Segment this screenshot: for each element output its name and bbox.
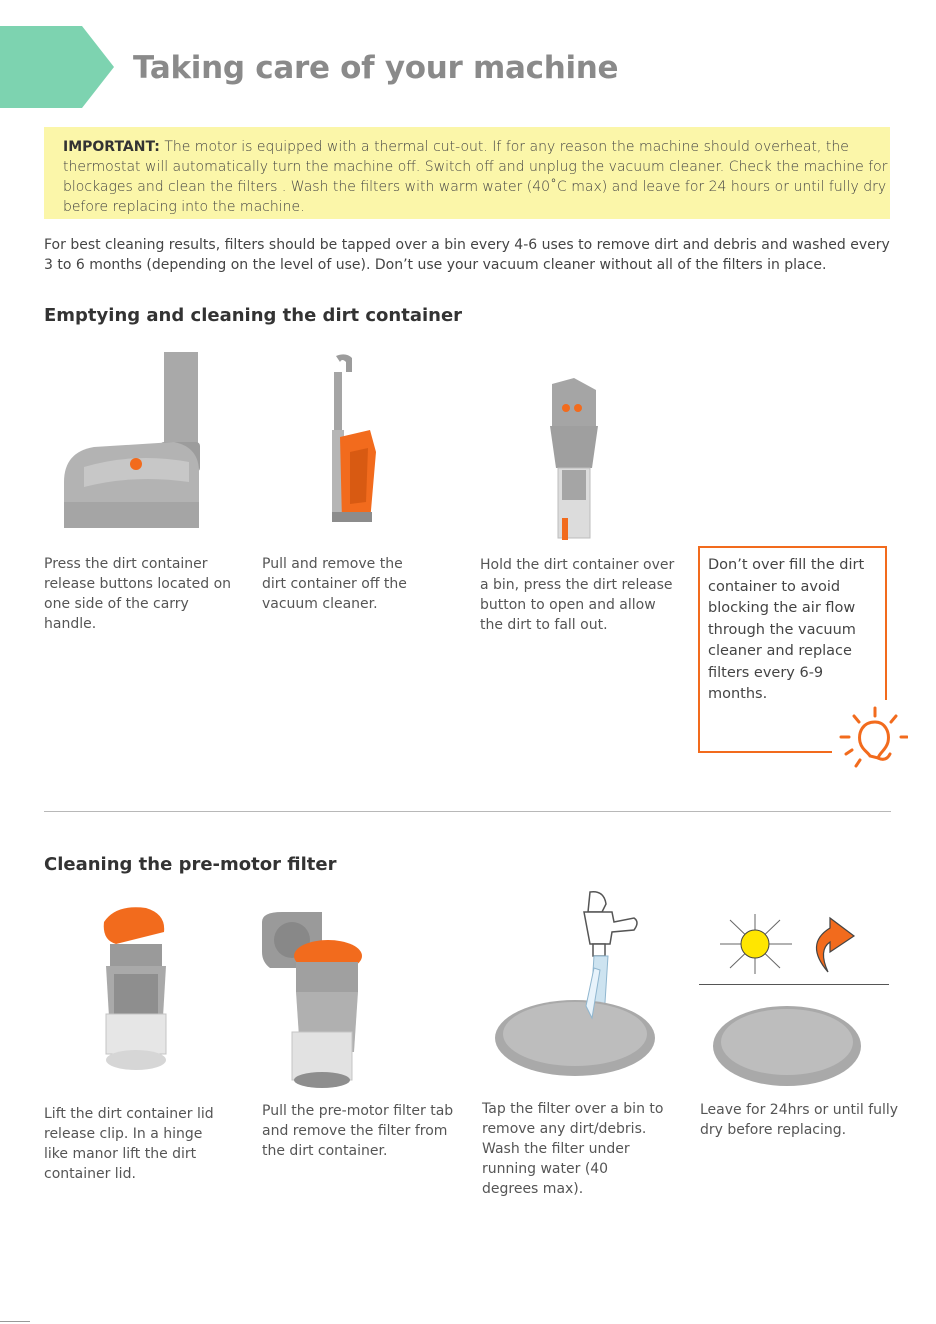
dirt-container-empty-illustration	[544, 378, 602, 546]
drying-filter-illustration	[712, 1004, 862, 1088]
section-heading-pre-motor-filter: Cleaning the pre-motor filter	[44, 854, 337, 875]
step-text-2-3: Tap the filter over a bin to remove any dirt/debris. Wash the filter under running water (40 degrees max).	[482, 1101, 664, 1197]
sun-icon	[718, 912, 798, 976]
step-text-1-1: Press the dirt container release buttons located on one side of the carry handle.	[44, 556, 232, 632]
tap-icon	[584, 892, 637, 956]
step-text-2-1: Lift the dirt container lid release clip. In a hinge like manor lift the dirt container lid.	[44, 1106, 214, 1182]
curved-arrow-icon	[800, 914, 860, 974]
important-label: IMPORTANT:	[63, 139, 160, 155]
dirt-container-release-illustration	[64, 352, 204, 528]
shelf-line	[699, 984, 889, 985]
step-text-1-2: Pull and remove the dirt container off the vacuum cleaner.	[262, 556, 407, 612]
tip-text: Don’t over fill the dirt container to avoid blocking the air flow through the vacuum cleaner and replace filters every 6-9 months.	[708, 557, 865, 702]
lightbulb-icon	[838, 706, 908, 772]
footer-line	[0, 1321, 30, 1322]
pre-motor-filter-removal-illustration	[262, 912, 364, 1088]
step-text-2-4: Leave for 24hrs or until fully dry before replacing.	[700, 1102, 899, 1138]
important-notice	[44, 127, 890, 219]
step-text-2-2: Pull the pre-motor filter tab and remove the filter from the dirt container.	[262, 1103, 454, 1159]
important-text: The motor is equipped with a thermal cut-out. If for any reason the machine should overheat, the thermostat will automatically turn the machine off. Switch off and unplug the vacuum cleaner. Check the machine for blockages and clean the filters . Wash the filters with warm water (40˚C max) and leave for 24 hours or until fully dry before replacing into the machine.	[63, 139, 888, 215]
page-title: Taking care of your machine	[133, 50, 619, 86]
section-divider	[44, 811, 891, 812]
step-text-1-3: Hold the dirt container over a bin, press the dirt release button to open and allow the dirt to fall out.	[480, 557, 675, 633]
vacuum-container-removal-illustration	[322, 352, 388, 524]
section-tab-arrow	[0, 26, 114, 108]
intro-paragraph: For best cleaning results, filters should be tapped over a bin every 4-6 uses to remove dirt and debris and washed every 3 to 6 months (depending on the level of use). Don’t use your vacuum cleaner without all of the filters in place.	[44, 237, 890, 273]
lid-open-illustration	[96, 904, 172, 1076]
section-heading-dirt-container: Emptying and cleaning the dirt container	[44, 305, 463, 326]
tap-wash-illustration	[494, 888, 656, 1080]
